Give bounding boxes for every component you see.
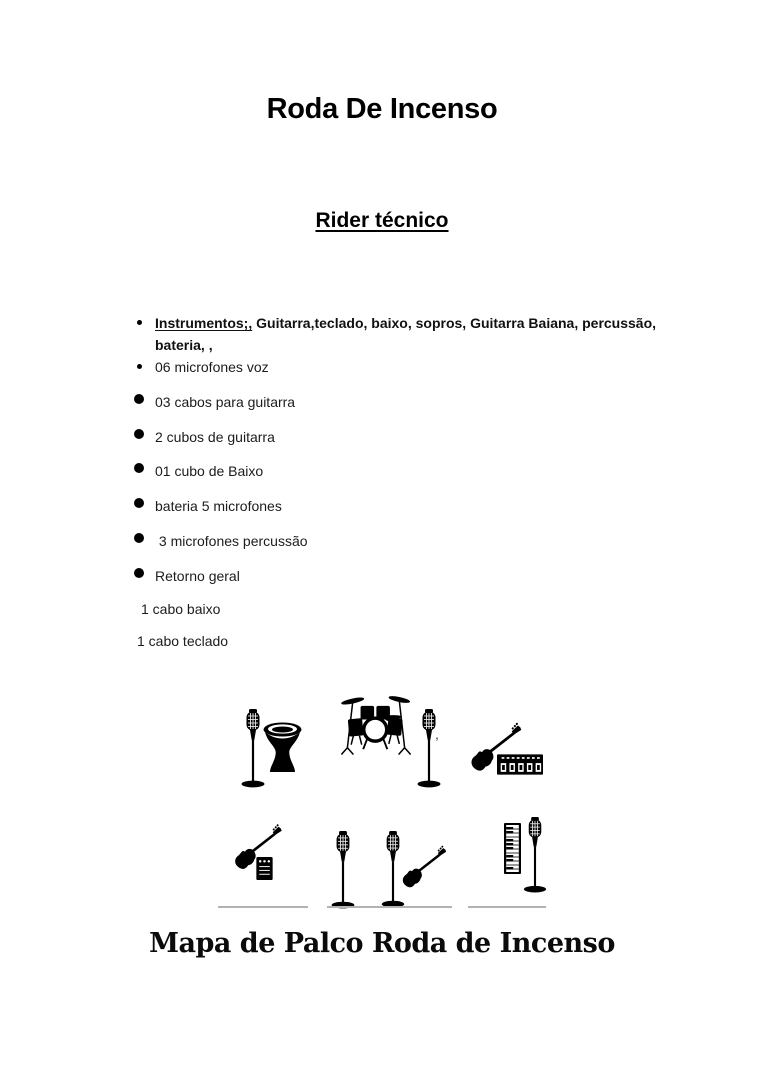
list-item-text: Retorno geral <box>155 568 240 584</box>
djembe-icon <box>262 722 303 774</box>
list-item-text: Instrumentos;, Guitarra,teclado, baixo, sopros, Guitarra Baiana, percussão, bateria, , <box>155 315 657 353</box>
stage-baseline-rule <box>327 906 452 908</box>
list-item <box>134 391 664 413</box>
list-item <box>134 426 664 448</box>
list-item-text: 2 cubos de guitarra <box>155 429 275 445</box>
list-item-text: 06 microfones voz <box>155 359 269 375</box>
list-item: 1 cabo teclado <box>137 633 229 649</box>
electric-guitar-icon <box>398 838 452 892</box>
mic-stand-icon <box>415 709 443 789</box>
list-item-instrumentos <box>134 312 664 356</box>
stage-baseline-rule <box>468 906 546 908</box>
page-title: Roda De Incenso <box>266 93 498 125</box>
stray-comma: , <box>435 726 439 742</box>
pedalboard-icon <box>497 754 543 775</box>
bullet-icon <box>134 429 144 439</box>
keyboard-icon <box>504 823 521 874</box>
list-item-text: 3 microfones percussão <box>155 533 308 549</box>
list-item <box>134 495 664 517</box>
list-item <box>134 565 664 587</box>
mic-stand-icon <box>329 831 357 910</box>
list-item <box>134 460 664 482</box>
stage-baseline-rule <box>218 906 308 908</box>
list-item-text: 03 cabos para guitarra <box>155 394 296 410</box>
drum-kit-icon <box>337 692 415 756</box>
list-item <box>134 356 664 378</box>
list-item-text: 01 cubo de Baixo <box>155 463 264 479</box>
list-item-text: bateria 5 microfones <box>155 498 282 514</box>
bullet-icon <box>134 394 144 404</box>
bass-amp-icon <box>256 857 273 880</box>
bullet-icon <box>137 364 142 369</box>
list-item <box>134 530 664 552</box>
list-item: 1 cabo baixo <box>141 601 221 617</box>
bullet-icon <box>137 320 142 325</box>
bullet-icon <box>134 533 144 543</box>
bullet-icon <box>134 463 144 473</box>
bullet-icon <box>134 568 144 578</box>
mic-stand-icon <box>521 817 549 894</box>
page-subtitle: Rider técnico <box>315 209 449 232</box>
stage-map-caption: Mapa de Palco Roda de Incenso <box>149 928 615 959</box>
bullet-icon <box>134 498 144 508</box>
